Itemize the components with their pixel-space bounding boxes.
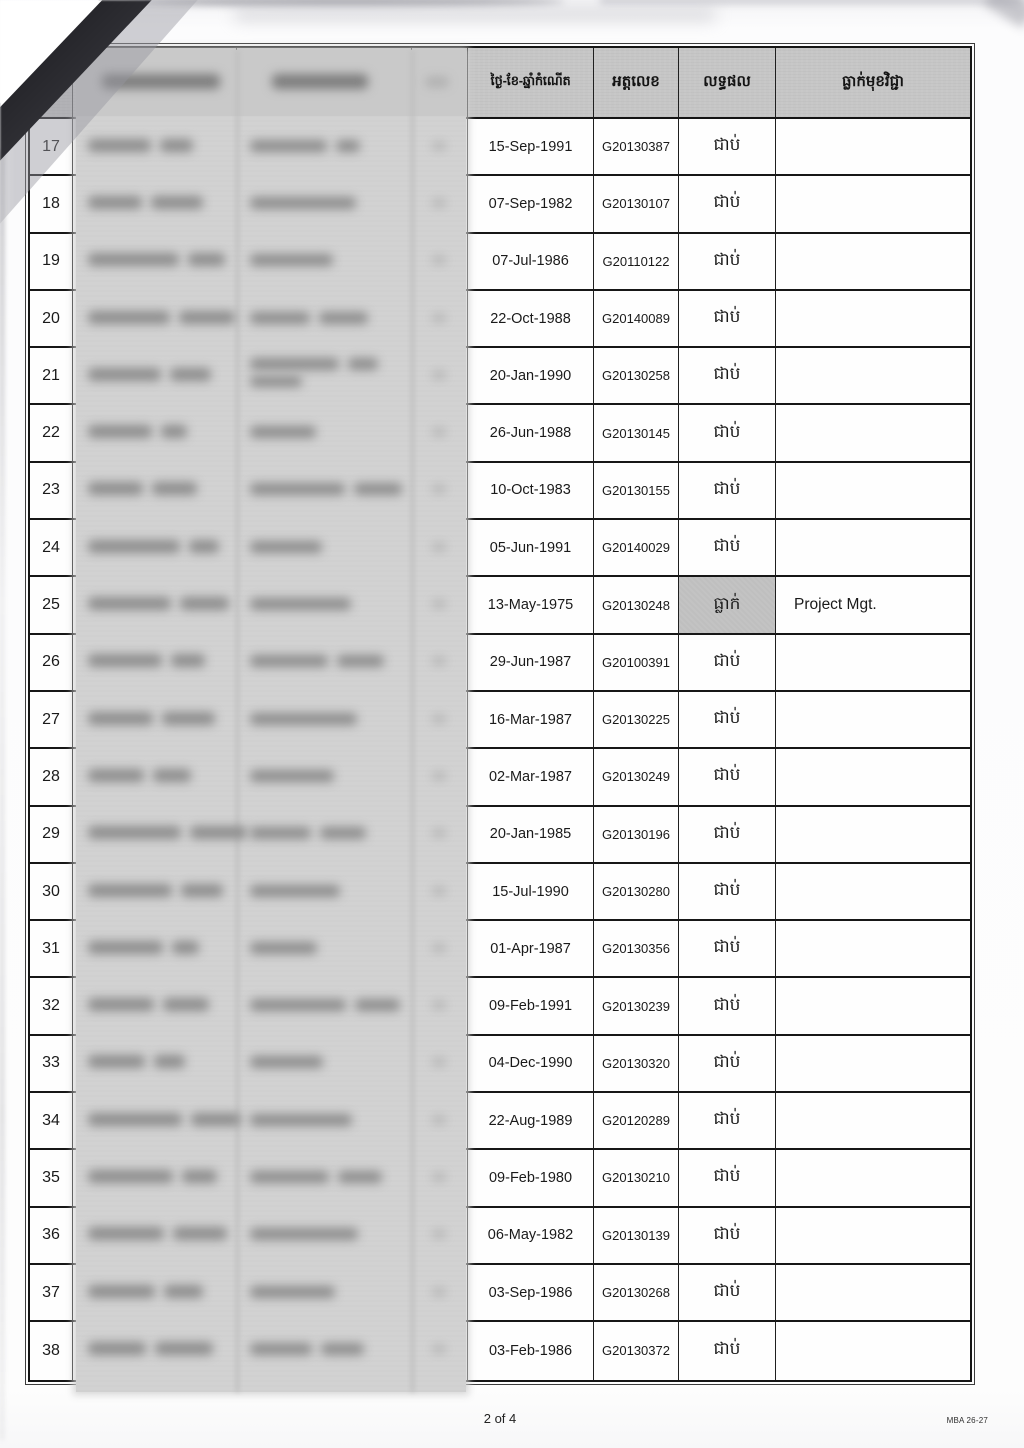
result-cell: ជាប់ — [679, 749, 776, 806]
dob-cell: 13-May-1975 — [468, 577, 594, 634]
dob-cell: 02-Mar-1987 — [468, 749, 594, 806]
row-number-cell: 34 — [30, 1093, 73, 1150]
dob-cell: 16-Mar-1987 — [468, 692, 594, 749]
failed-subject-cell — [776, 348, 970, 405]
id-cell: G20130249 — [594, 749, 679, 806]
id-cell: G20100391 — [594, 635, 679, 692]
redacted-text-blob — [432, 829, 446, 837]
failed-subject-cell — [776, 1208, 970, 1265]
row-number-cell: 27 — [30, 692, 73, 749]
id-cell: G20130372 — [594, 1322, 679, 1379]
redacted-text-blob — [250, 1114, 352, 1126]
redacted-text-blob — [88, 482, 197, 495]
id-cell: G20130280 — [594, 864, 679, 921]
row-number-cell: 23 — [30, 463, 73, 520]
result-cell: ជាប់ — [679, 1093, 776, 1150]
row-number-cell: 19 — [30, 234, 73, 291]
dob-cell: 15-Sep-1991 — [468, 119, 594, 176]
redacted-text-blob — [250, 1171, 382, 1183]
row-number-cell: 36 — [30, 1208, 73, 1265]
redacted-text-blob — [88, 712, 215, 725]
redacted-text-blob — [432, 1345, 446, 1353]
result-cell: ជាប់ — [679, 1208, 776, 1265]
redacted-text-blob — [432, 428, 446, 436]
id-cell: G20130268 — [594, 1265, 679, 1322]
id-cell: G20130320 — [594, 1036, 679, 1093]
row-number-cell: 25 — [30, 577, 73, 634]
redacted-text-blob — [88, 311, 235, 324]
row-number-cell: 35 — [30, 1150, 73, 1207]
row-number-cell: 37 — [30, 1265, 73, 1322]
row-number-cell: 20 — [30, 291, 73, 348]
redacted-text-blob — [432, 371, 446, 379]
row-number-cell: 18 — [30, 176, 73, 233]
row-number-cell: 31 — [30, 921, 73, 978]
redacted-text-blob — [250, 1343, 364, 1355]
redacted-text-blob — [432, 1058, 446, 1066]
redacted-text-blob — [88, 1170, 217, 1183]
header-dob: ថ្ងៃ-ខែ-ឆ្នាំកំណើត — [468, 48, 594, 119]
result-cell: ជាប់ — [679, 692, 776, 749]
id-cell: G20130258 — [594, 348, 679, 405]
id-cell: G20130139 — [594, 1208, 679, 1265]
id-cell: G20120289 — [594, 1093, 679, 1150]
dob-cell: 03-Feb-1986 — [468, 1322, 594, 1379]
dob-cell: 04-Dec-1990 — [468, 1036, 594, 1093]
row-number-cell: 29 — [30, 807, 73, 864]
failed-subject-cell — [776, 749, 970, 806]
redacted-text-blob — [88, 769, 191, 782]
redacted-text-blob — [432, 543, 446, 551]
redacted-text-blob — [88, 253, 225, 266]
redacted-text-blob — [250, 426, 316, 438]
redacted-text-blob — [250, 713, 357, 725]
result-cell: ជាប់ — [679, 176, 776, 233]
redacted-text-blob — [432, 485, 446, 493]
dob-cell: 01-Apr-1987 — [468, 921, 594, 978]
document-code: MBA 26-27 — [946, 1416, 988, 1425]
redacted-text-blob — [250, 999, 400, 1011]
redacted-text-blob — [88, 826, 247, 839]
dob-cell: 26-Jun-1988 — [468, 405, 594, 462]
failed-subject-cell — [776, 1150, 970, 1207]
failed-subject-cell — [776, 463, 970, 520]
redacted-text-blob — [250, 655, 384, 667]
result-cell: ជាប់ — [679, 1150, 776, 1207]
dob-cell: 20-Jan-1985 — [468, 807, 594, 864]
dob-cell: 22-Oct-1988 — [468, 291, 594, 348]
id-cell: G20130145 — [594, 405, 679, 462]
header-failed-subjects: ធ្លាក់មុខវិជ្ជា — [776, 48, 970, 119]
failed-subject-cell — [776, 978, 970, 1035]
dob-cell: 06-May-1982 — [468, 1208, 594, 1265]
redacted-text-blob — [250, 140, 360, 152]
result-cell: ជាប់ — [679, 119, 776, 176]
result-cell: ធ្លាក់ — [679, 577, 776, 634]
id-cell: G20130387 — [594, 119, 679, 176]
dob-cell: 03-Sep-1986 — [468, 1265, 594, 1322]
redacted-text-blob — [432, 256, 446, 264]
result-cell: ជាប់ — [679, 291, 776, 348]
row-number-cell: 32 — [30, 978, 73, 1035]
redacted-text-blob — [88, 941, 199, 954]
redacted-text-blob — [88, 998, 209, 1011]
failed-subject-cell — [776, 234, 970, 291]
redacted-text-blob — [250, 376, 302, 387]
failed-subject-cell — [776, 1093, 970, 1150]
result-cell: ជាប់ — [679, 921, 776, 978]
scan-artifact-band-smudge — [235, 8, 715, 21]
redacted-text-blob — [88, 1342, 213, 1355]
id-cell: G20130225 — [594, 692, 679, 749]
result-cell: ជាប់ — [679, 635, 776, 692]
row-number-cell: 33 — [30, 1036, 73, 1093]
scan-artifact-left-edge — [0, 150, 5, 1440]
result-cell: ជាប់ — [679, 463, 776, 520]
row-number-cell: 26 — [30, 635, 73, 692]
redacted-text-blob — [250, 541, 322, 553]
redacted-text-blob — [250, 1056, 323, 1068]
dob-cell: 09-Feb-1991 — [468, 978, 594, 1035]
result-cell: ជាប់ — [679, 1322, 776, 1379]
redacted-text-blob — [250, 254, 333, 266]
result-cell: ជាប់ — [679, 405, 776, 462]
redacted-text-blob — [432, 1001, 446, 1009]
row-number-cell: 38 — [30, 1322, 73, 1379]
row-number-cell: 17 — [30, 119, 73, 176]
dob-cell: 20-Jan-1990 — [468, 348, 594, 405]
failed-subject-cell — [776, 1265, 970, 1322]
redacted-text-blob — [88, 597, 229, 610]
redacted-text-blob — [88, 1055, 185, 1068]
row-number-cell: 28 — [30, 749, 73, 806]
redacted-text-blob — [432, 314, 446, 322]
result-cell: ជាប់ — [679, 520, 776, 577]
redacted-text-blob — [250, 598, 351, 610]
failed-subject-cell — [776, 1322, 970, 1379]
id-cell: G20130107 — [594, 176, 679, 233]
redacted-text-blob — [432, 944, 446, 952]
id-cell: G20130248 — [594, 577, 679, 634]
id-cell: G20130210 — [594, 1150, 679, 1207]
id-cell: G20110122 — [594, 234, 679, 291]
page-number: 2 of 4 — [483, 1411, 517, 1426]
redacted-text-blob — [432, 142, 446, 150]
failed-subject-cell — [776, 1036, 970, 1093]
id-cell: G20130356 — [594, 921, 679, 978]
redacted-text-blob — [250, 1228, 358, 1240]
dob-cell: 05-Jun-1991 — [468, 520, 594, 577]
failed-subject-cell — [776, 520, 970, 577]
failed-subject-cell — [776, 921, 970, 978]
redacted-text-blob — [425, 77, 449, 87]
row-number-cell: 22 — [30, 405, 73, 462]
row-number-cell: 30 — [30, 864, 73, 921]
result-cell: ជាប់ — [679, 348, 776, 405]
redacted-text-blob — [250, 483, 402, 495]
row-number-cell: 24 — [30, 520, 73, 577]
redacted-text-blob — [88, 540, 219, 553]
id-cell: G20130239 — [594, 978, 679, 1035]
redacted-text-blob — [250, 197, 356, 209]
failed-subject-cell — [776, 692, 970, 749]
result-cell: ជាប់ — [679, 807, 776, 864]
failed-subject-cell: Project Mgt. — [776, 577, 970, 634]
redacted-text-blob — [432, 1173, 446, 1181]
redacted-text-blob — [88, 139, 193, 152]
redaction-blur-overlay — [76, 50, 466, 1392]
redacted-text-blob — [88, 1113, 241, 1126]
redacted-text-blob — [432, 1288, 446, 1296]
redacted-text-blob — [88, 425, 187, 438]
blurred-column-divider — [411, 50, 414, 1392]
redacted-text-blob — [88, 1285, 203, 1298]
redacted-text-blob — [250, 827, 366, 839]
failed-subject-cell — [776, 405, 970, 462]
result-cell: ជាប់ — [679, 1265, 776, 1322]
header-result: លទ្ធផល — [679, 48, 776, 119]
redacted-text-blob — [250, 358, 378, 370]
result-cell: ជាប់ — [679, 864, 776, 921]
redacted-text-blob — [250, 942, 317, 954]
redacted-text-blob — [250, 312, 368, 324]
redacted-text-blob — [250, 770, 334, 782]
dob-cell: 09-Feb-1980 — [468, 1150, 594, 1207]
dob-cell: 15-Jul-1990 — [468, 864, 594, 921]
dob-cell: 10-Oct-1983 — [468, 463, 594, 520]
redacted-text-blob — [432, 715, 446, 723]
redacted-text-blob — [272, 74, 368, 89]
redacted-text-blob — [88, 196, 203, 209]
redacted-text-blob — [432, 600, 446, 608]
dob-cell: 22-Aug-1989 — [468, 1093, 594, 1150]
failed-subject-cell — [776, 864, 970, 921]
dob-cell: 07-Jul-1986 — [468, 234, 594, 291]
failed-subject-cell — [776, 119, 970, 176]
redacted-text-blob — [250, 1286, 335, 1298]
redacted-text-blob — [88, 368, 211, 381]
redacted-text-blob — [432, 1230, 446, 1238]
row-number-cell: 21 — [30, 348, 73, 405]
id-cell: G20130155 — [594, 463, 679, 520]
id-cell: G20140029 — [594, 520, 679, 577]
failed-subject-cell — [776, 176, 970, 233]
redacted-text-blob — [88, 1227, 227, 1240]
redacted-text-blob — [432, 887, 446, 895]
result-cell: ជាប់ — [679, 1036, 776, 1093]
dob-cell: 07-Sep-1982 — [468, 176, 594, 233]
redacted-text-blob — [250, 885, 340, 897]
redacted-text-blob — [432, 199, 446, 207]
result-cell: ជាប់ — [679, 234, 776, 291]
dob-cell: 29-Jun-1987 — [468, 635, 594, 692]
result-cell: ជាប់ — [679, 978, 776, 1035]
redacted-text-blob — [432, 657, 446, 665]
scan-artifact-top-smudge — [600, 0, 1024, 4]
header-id: អត្តលេខ — [594, 48, 679, 119]
redacted-text-blob — [432, 1116, 446, 1124]
redacted-text-blob — [432, 772, 446, 780]
redacted-text-blob — [88, 884, 223, 897]
id-cell: G20130196 — [594, 807, 679, 864]
blurred-column-divider — [236, 50, 239, 1392]
id-cell: G20140089 — [594, 291, 679, 348]
failed-subject-cell — [776, 291, 970, 348]
failed-subject-cell — [776, 807, 970, 864]
failed-subject-cell — [776, 635, 970, 692]
redacted-text-blob — [88, 654, 205, 667]
